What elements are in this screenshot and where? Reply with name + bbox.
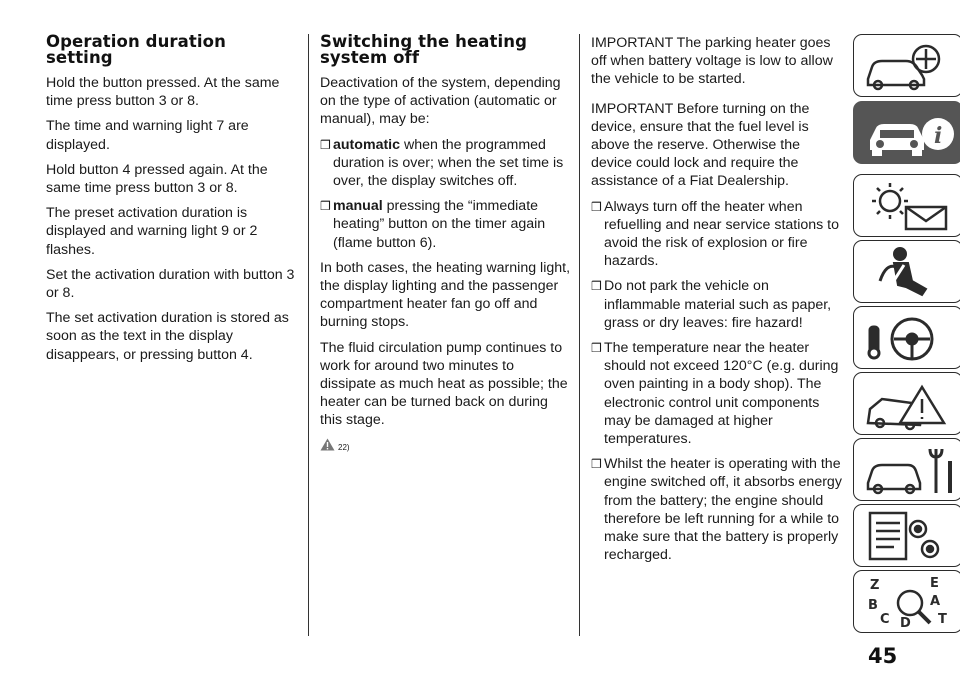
safety-icon — [860, 245, 956, 299]
index-letter: Z — [870, 578, 880, 593]
warning-reference — [320, 437, 572, 452]
paragraph: Hold button 4 pressed again. At the same time press button 3 or 8. — [46, 161, 268, 197]
list-item — [591, 277, 843, 332]
dashboard-icon — [860, 39, 956, 93]
tab-dashboard[interactable] — [853, 34, 960, 97]
checkbox-bullet-icon: ❒ — [591, 279, 602, 294]
index-letter: C — [880, 612, 890, 627]
page-number: 45 — [868, 644, 898, 668]
index-letter: D — [900, 616, 911, 629]
tab-maintenance[interactable] — [853, 438, 960, 501]
paragraph: Hold the button pressed. At the same time press button 3 or 8. — [46, 75, 280, 110]
tab-safety[interactable] — [853, 240, 960, 303]
column-divider — [579, 34, 580, 636]
checkbox-bullet-icon: ❒ — [591, 341, 602, 356]
paragraph: In both cases, the heating warning light, the display lighting and the passenger compartment heater fan go off and burning stops. — [320, 259, 571, 331]
lights-messages-icon — [860, 179, 956, 233]
list-item — [591, 455, 843, 564]
list-item — [591, 198, 843, 271]
emergency-icon — [860, 377, 956, 431]
index-letter: B — [868, 598, 878, 613]
paragraph: Deactivation of the system, depending on the type of activation (automatic or manual), may be: — [320, 75, 561, 128]
section-heading-duration: Operation duration setting — [46, 32, 226, 67]
bullet-text: Do not park the vehicle on inflammable material such as paper, grass or dry leaves: fire hazard! — [604, 278, 832, 331]
svg-text:ZEBACDT — [868, 576, 947, 629]
section-heading-switch-off: Switching the heating system off — [320, 32, 527, 67]
index-letter: A — [930, 594, 941, 609]
column-2 — [320, 34, 572, 452]
checkbox-bullet-icon: ❒ — [591, 457, 602, 472]
tab-lights-messages[interactable] — [853, 174, 960, 237]
bullet-text: The temperature near the heater should not exceed 120°C (e.g. during oven painting in a body shop). The electronic control unit components may be damaged at higher temperatures. — [604, 340, 839, 448]
starting-driving-icon — [860, 311, 956, 365]
paragraph: The set activation duration is stored as soon as the text in the display disappears, or pressing button 4. — [46, 310, 289, 363]
bullet-text: when the programmed duration is over; when the set time is over, the display switches off. — [333, 136, 564, 190]
index-letter: E — [930, 576, 939, 591]
warning-triangle-icon — [320, 438, 335, 451]
index-letter: T — [938, 612, 947, 627]
paragraph: The preset activation duration is displayed and warning light 9 or 2 flashes. — [46, 205, 258, 258]
list-item — [591, 339, 843, 448]
warning-ref-number: 22) — [338, 442, 350, 452]
tab-car-info[interactable] — [853, 101, 960, 164]
maintenance-icon — [860, 443, 956, 497]
tab-emergency[interactable] — [853, 372, 960, 435]
checkbox-bullet-icon: ❒ — [591, 199, 602, 214]
bullet-text: Whilst the heater is operating with the engine switched off, it absorbs energy from the battery; the engine should therefore be left running for a while to make sure that the battery is properly recharged. — [604, 456, 842, 564]
list-item — [320, 136, 572, 191]
paragraph: The fluid circulation pump continues to work for around two minutes to dissipate as much heat as possible; the heater can be turned back on during this stage. — [320, 339, 568, 429]
car-info-icon — [860, 106, 956, 160]
tab-starting-driving[interactable] — [853, 306, 960, 369]
list-item — [320, 197, 572, 252]
paragraph-important: IMPORTANT Before turning on the device, ensure that the fuel level is above the reserve. Otherwise the device could lock and require the assistance of a Fiat Dealership. — [591, 100, 810, 190]
bullet-term: manual — [333, 198, 383, 215]
paragraph: The time and warning light 7 are displayed. — [46, 118, 249, 153]
checkbox-bullet-icon: ❒ — [320, 199, 331, 214]
technical-data-icon — [860, 509, 956, 563]
column-1 — [46, 34, 296, 371]
checkbox-bullet-icon: ❒ — [320, 137, 331, 152]
bullet-text: pressing the “immediate heating” button on the timer again (flame button 6). — [333, 198, 546, 251]
bullet-text: Always turn off the heater when refuelling and near service stations to avoid the risk of explosion or fire hazards. — [604, 198, 840, 270]
column-divider — [308, 34, 309, 636]
index-icon — [860, 575, 956, 629]
paragraph: Set the activation duration with button 3 or 8. — [46, 266, 295, 302]
tab-technical-data[interactable] — [853, 504, 960, 567]
svg-text:i: i — [934, 123, 943, 149]
column-3 — [591, 34, 843, 571]
bullet-term: automatic — [333, 136, 401, 153]
tab-index[interactable] — [853, 570, 960, 633]
paragraph-important: IMPORTANT The parking heater goes off when battery voltage is low to allow the vehicle to be started. — [591, 35, 833, 88]
